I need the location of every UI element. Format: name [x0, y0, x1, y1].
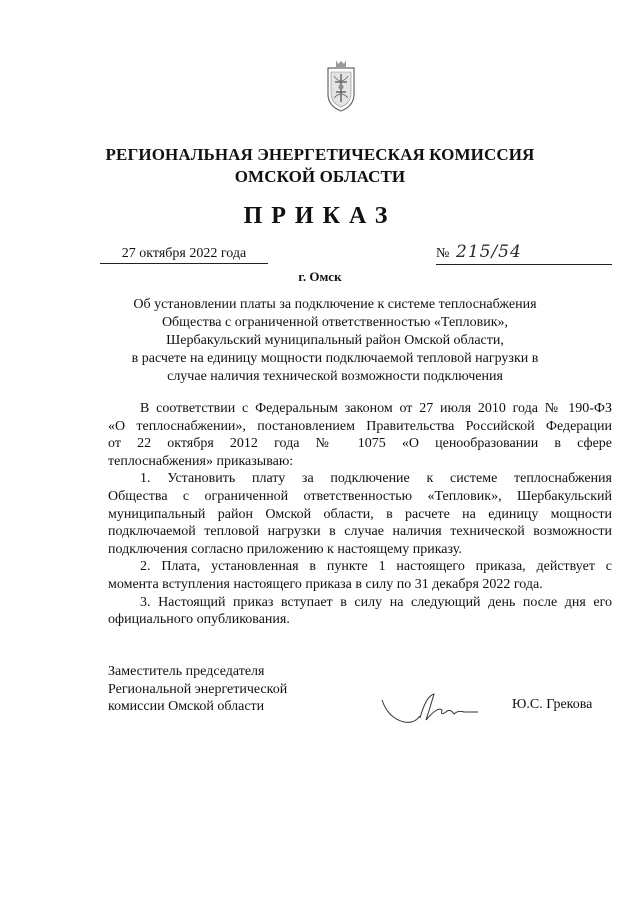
subject-line: Об установлении платы за подключение к системе теплоснабжения: [133, 297, 537, 312]
signatory-title-line: Заместитель председателя: [108, 664, 265, 679]
preamble-line: теплоснабжения» приказываю:: [108, 453, 294, 469]
order-subject: [100, 296, 570, 386]
order-number: 215/54: [456, 242, 522, 262]
city: г. Омск: [298, 269, 342, 284]
subject-line: случае наличия технической возможности подключения: [167, 369, 503, 384]
signatory-title: [108, 663, 287, 716]
preamble-line: В соответствии с Федеральным законом от 27 июля 2010 года № 190-ФЗ: [140, 401, 612, 416]
item-3-line: 3. Настоящий приказ вступает в силу на следующий день после дня его: [140, 594, 612, 610]
item-3-line: официального опубликования.: [108, 612, 290, 628]
document-type-title: ПРИКАЗ: [243, 203, 397, 229]
order-date: 27 октября 2022 года: [100, 246, 268, 264]
subject-line: Общества с ограниченной ответственностью «Тепловик»,: [161, 315, 509, 330]
subject-line: в расчете на единицу мощности подключаемой тепловой нагрузки в: [131, 351, 539, 366]
item-1-line: муниципальный район Омской области, в расчете на единицу мощности: [108, 506, 612, 522]
number-sign: №: [436, 246, 450, 261]
handwritten-signature: [380, 688, 480, 726]
item-2-line: 2. Плата, установленная в пункте 1 настоящего приказа, действует с: [140, 559, 612, 575]
item-1-line: подключения согласно приложению к настоящему приказу.: [108, 541, 462, 557]
preamble-line: от 22 октября 2012 года № 1075 «О ценообразовании в сфере: [108, 436, 612, 452]
order-body: [108, 400, 612, 629]
signatory-title-line: комиссии Омской области: [108, 699, 265, 714]
coat-of-arms-icon: [324, 58, 358, 114]
item-1-line: 1. Установить плату за подключение к системе теплоснабжения: [140, 471, 612, 487]
item-1-line: подключаемой тепловой нагрузки в случае наличия технической возможности: [108, 524, 612, 540]
signatory-title-line: Региональной энергетической: [108, 681, 288, 697]
org-name-line-1: РЕГИОНАЛЬНАЯ ЭНЕРГЕТИЧЕСКАЯ КОМИССИЯ: [105, 145, 535, 164]
org-name-line-2: ОМСКОЙ ОБЛАСТИ: [234, 167, 406, 186]
order-number-field: [436, 242, 612, 265]
subject-line: Шербакульский муниципальный район Омской области,: [166, 333, 504, 348]
preamble-line: «О теплоснабжении», постановлением Правительства Российской Федерации: [108, 418, 612, 434]
item-1-line: Общества с ограниченной ответственностью «Тепловик», Шербакульский: [108, 488, 612, 504]
signatory-name: Ю.С. Грекова: [512, 697, 593, 712]
item-2-line: момента вступления настоящего приказа в силу по 31 декабря 2022 года.: [108, 576, 543, 592]
